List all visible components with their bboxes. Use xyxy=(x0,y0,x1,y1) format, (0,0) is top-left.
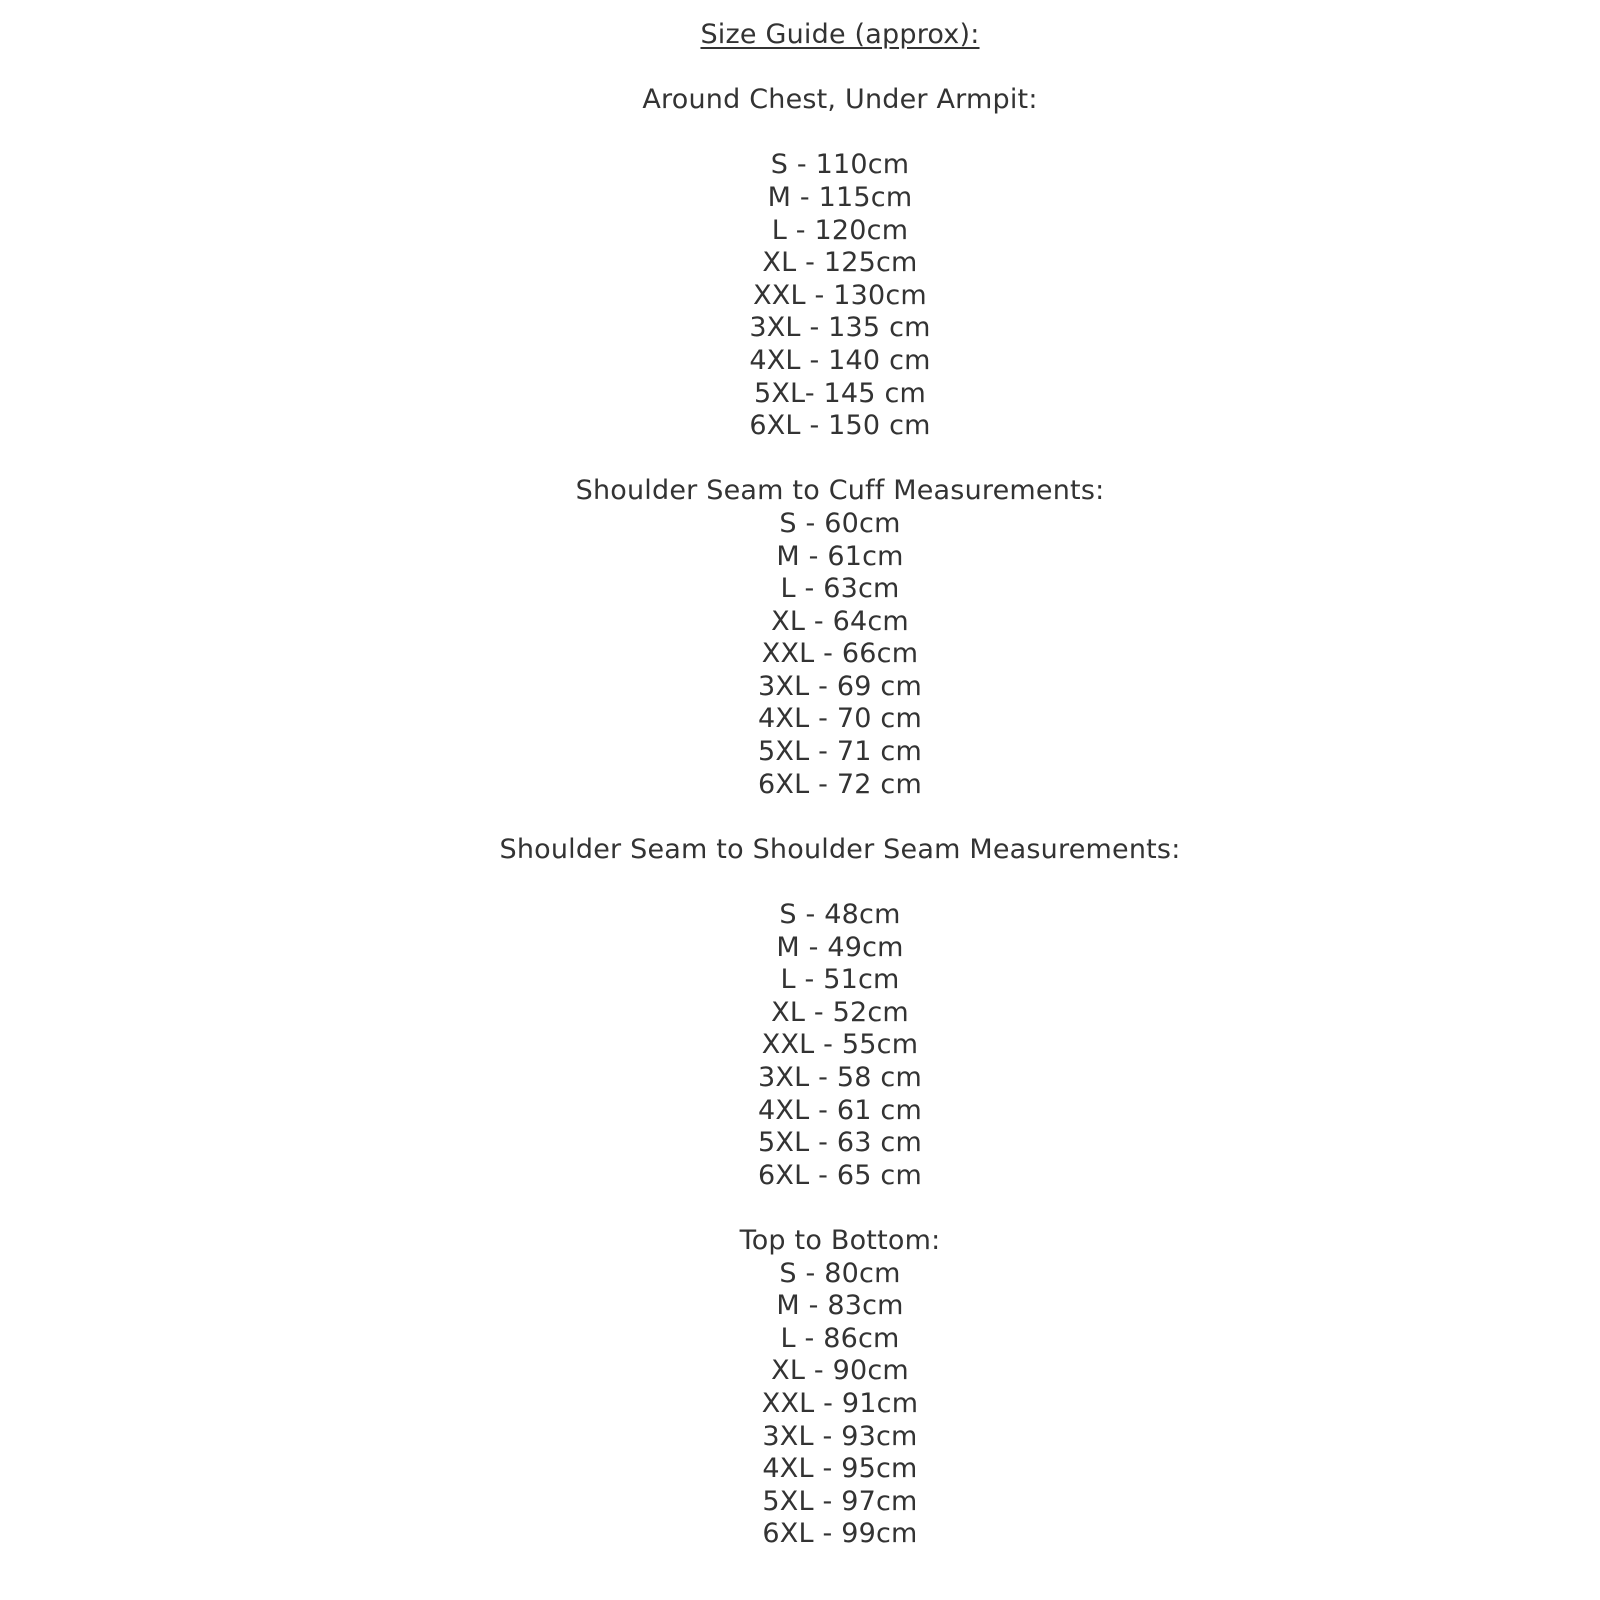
size-section xyxy=(80,84,1600,443)
size-measurement-item: 6XL - 65 cm xyxy=(758,1159,922,1191)
section-heading: Around Chest, Under Armpit: xyxy=(642,84,1038,116)
size-measurement-item: 5XL- 145 cm xyxy=(753,377,927,409)
size-measurement-item: M - 83cm xyxy=(776,1290,904,1322)
size-measurement-item: XL - 52cm xyxy=(771,996,909,1028)
size-measurement-item: S - 110cm xyxy=(770,149,910,181)
page-title: Size Guide (approx): xyxy=(700,19,980,50)
size-measurement-item: 5XL - 97cm xyxy=(762,1485,918,1517)
size-measurement-item: 5XL - 71 cm xyxy=(758,736,922,768)
size-measurement-item: 3XL - 93cm xyxy=(762,1420,918,1452)
section-heading: Top to Bottom: xyxy=(739,1224,941,1256)
size-measurement-item: M - 61cm xyxy=(776,540,904,572)
size-measurement-item: L - 51cm xyxy=(780,964,900,996)
size-measurement-item: S - 80cm xyxy=(779,1257,901,1289)
size-guide-document xyxy=(80,0,1600,1551)
size-measurement-item: L - 120cm xyxy=(771,214,909,246)
size-measurement-item: XXL - 130cm xyxy=(753,279,927,311)
size-measurement-item: XL - 90cm xyxy=(771,1355,909,1387)
size-measurement-item: 3XL - 69 cm xyxy=(758,670,922,702)
size-measurement-item: XL - 125cm xyxy=(762,247,918,279)
size-measurement-item: S - 48cm xyxy=(779,899,901,931)
size-measurement-item: L - 63cm xyxy=(780,573,900,605)
size-measurement-item: M - 115cm xyxy=(767,181,913,213)
size-measurement-item: 3XL - 58 cm xyxy=(758,1062,922,1093)
size-section xyxy=(80,1225,1600,1551)
size-measurement-item: 5XL - 63 cm xyxy=(758,1127,922,1159)
size-measurement-item: XL - 64cm xyxy=(771,605,909,637)
size-measurement-item: XXL - 91cm xyxy=(761,1387,919,1419)
section-heading: Shoulder Seam to Cuff Measurements: xyxy=(575,475,1105,507)
size-measurement-item: 6XL - 99cm xyxy=(762,1518,918,1550)
size-measurement-item: L - 86cm xyxy=(780,1322,900,1354)
section-heading: Shoulder Seam to Shoulder Seam Measurements: xyxy=(499,833,1181,865)
size-measurement-item: XXL - 55cm xyxy=(761,1029,919,1061)
size-section xyxy=(80,475,1600,801)
size-measurement-item: XXL - 66cm xyxy=(761,638,919,670)
size-measurement-item: 3XL - 135 cm xyxy=(749,312,931,344)
size-section xyxy=(80,834,1600,1193)
size-measurement-item: S - 60cm xyxy=(779,507,901,539)
section-items xyxy=(80,149,1600,442)
section-items xyxy=(80,899,1600,1192)
section-items xyxy=(80,1258,1600,1551)
size-measurement-item: 6XL - 72 cm xyxy=(758,768,922,800)
size-sections xyxy=(80,84,1600,1551)
size-measurement-item: 6XL - 150 cm xyxy=(749,410,931,442)
size-measurement-item: 4XL - 95cm xyxy=(762,1453,918,1485)
size-measurement-item: M - 49cm xyxy=(776,931,904,963)
section-items xyxy=(80,508,1600,801)
size-measurement-item: 4XL - 70 cm xyxy=(758,703,922,735)
size-measurement-item: 4XL - 140 cm xyxy=(749,344,931,376)
size-measurement-item: 4XL - 61 cm xyxy=(758,1094,922,1126)
